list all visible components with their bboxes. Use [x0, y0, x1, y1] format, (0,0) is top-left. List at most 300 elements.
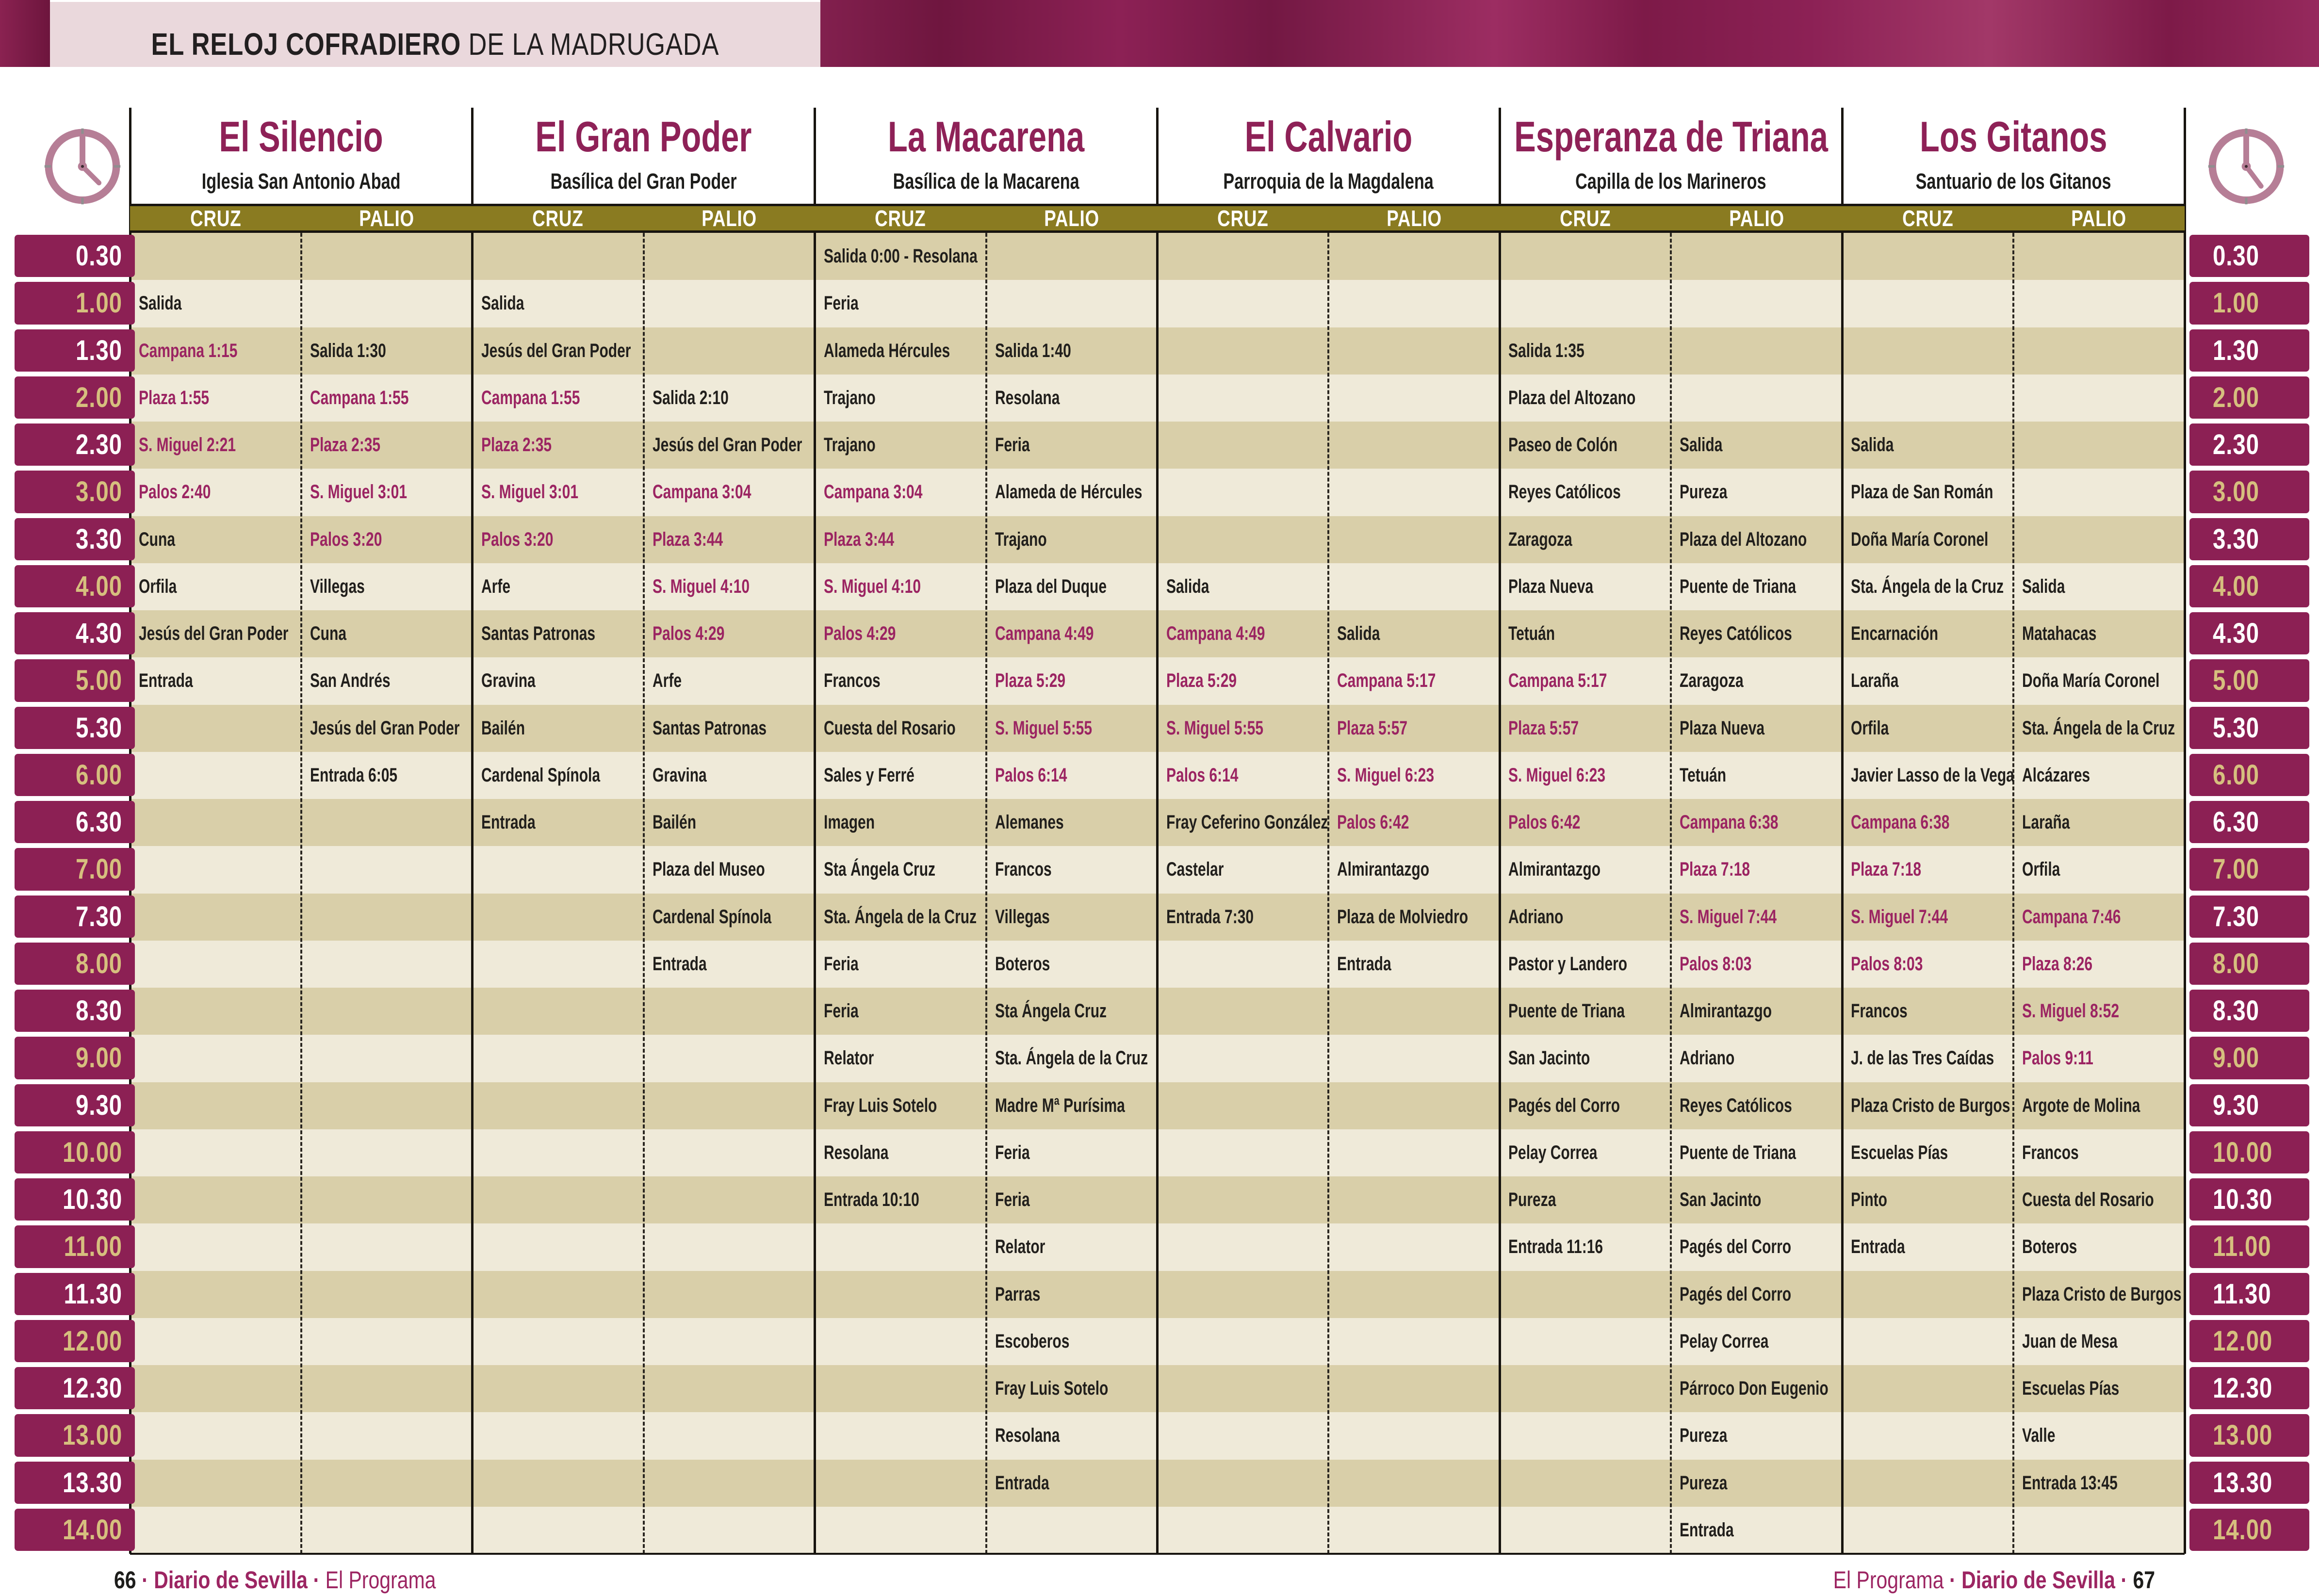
- schedule-entry: S. Miguel 6:23: [1508, 764, 1606, 786]
- brotherhood-name: El Calvario: [1244, 113, 1413, 161]
- schedule-cell: [474, 799, 642, 846]
- time-text: 4.30: [2213, 618, 2259, 650]
- time-text: 5.00: [2213, 665, 2259, 697]
- schedule-cell: [1673, 894, 1840, 941]
- time-text: 7.30: [2213, 900, 2259, 932]
- schedule-entry: S. Miguel 4:10: [823, 575, 921, 597]
- schedule-cell: [303, 610, 471, 657]
- schedule-entry: Santas Patronas: [652, 717, 767, 739]
- schedule-cell: [988, 327, 1156, 375]
- schedule-entry: Sta. Ángela de la Cruz: [1851, 575, 2004, 597]
- schedule-cell: [132, 469, 299, 516]
- schedule-cell: [1502, 1035, 1669, 1082]
- schedule-entry: Plaza 3:44: [823, 528, 894, 550]
- subcolumn-label: CRUZ: [532, 206, 584, 231]
- time-label: [2189, 282, 2309, 324]
- schedule-cell: [1330, 941, 1498, 988]
- schedule-cell: [988, 1176, 1156, 1223]
- time-label: [15, 376, 135, 419]
- time-text: 0.30: [76, 240, 122, 272]
- schedule-entry: Pelay Correa: [1508, 1141, 1598, 1163]
- schedule-entry: Jesús del Gran Poder: [310, 717, 460, 739]
- schedule-cell: [646, 941, 813, 988]
- schedule-cell: [2015, 799, 2183, 846]
- schedule-entry: Cardenal Spínola: [481, 764, 600, 786]
- schedule-entry: Boteros: [2022, 1236, 2077, 1258]
- schedule-entry: S. Miguel 7:44: [1851, 906, 1948, 928]
- schedule-cell: [1673, 563, 1840, 610]
- schedule-cell: [1844, 988, 2011, 1035]
- schedule-cell: [132, 563, 299, 610]
- subcolumn-header: [1671, 206, 1842, 230]
- time-text: 1.30: [2213, 334, 2259, 366]
- schedule-cell: [2015, 1318, 2183, 1365]
- schedule-cell: [1330, 610, 1498, 657]
- schedule-entry: Salida: [1337, 623, 1380, 645]
- cruz-palio-divider: [300, 204, 302, 1554]
- time-label: [2189, 848, 2309, 890]
- schedule-entry: Alameda Hércules: [823, 340, 950, 361]
- schedule-cell: [1844, 657, 2011, 704]
- schedule-entry: Francos: [1851, 1000, 1908, 1022]
- clock-icon: [41, 125, 124, 208]
- schedule-cell: [1330, 846, 1498, 893]
- schedule-entry: Puente de Triana: [1508, 1000, 1625, 1022]
- schedule-cell: [817, 705, 984, 752]
- church-name: Basílica de la Macarena: [893, 169, 1079, 194]
- schedule-entry: Almirantazgo: [1337, 859, 1430, 880]
- schedule-entry: Plaza del Altozano: [1508, 387, 1636, 408]
- schedule-entry: S. Miguel 8:52: [2022, 1000, 2120, 1022]
- schedule-entry: Sales y Ferré: [823, 764, 915, 786]
- schedule-entry: Palos 6:14: [1166, 764, 1238, 786]
- schedule-cell: [474, 327, 642, 375]
- schedule-entry: Campana 3:04: [823, 481, 923, 503]
- subcolumn-label: PALIO: [1386, 206, 1442, 231]
- schedule-cell: [1160, 610, 1327, 657]
- schedule-cell: [132, 657, 299, 704]
- subcolumn-header: [1158, 206, 1329, 230]
- page-number: 66: [114, 1566, 136, 1594]
- schedule-cell: [474, 705, 642, 752]
- schedule-cell: [1844, 1129, 2011, 1176]
- schedule-cell: [2015, 1129, 2183, 1176]
- schedule-entry: Campana 1:15: [139, 340, 238, 361]
- separator-dot: ·: [1949, 1566, 1956, 1594]
- schedule-cell: [1673, 469, 1840, 516]
- schedule-entry: Feria: [995, 1141, 1030, 1163]
- program-name: El Programa: [325, 1566, 436, 1594]
- time-text: 11.30: [64, 1278, 122, 1310]
- column-divider: [471, 108, 474, 1554]
- time-label: [15, 754, 135, 796]
- time-text: 4.30: [76, 618, 122, 650]
- schedule-entry: Cardenal Spínola: [652, 906, 771, 928]
- schedule-cell: [817, 280, 984, 327]
- schedule-entry: Encarnación: [1851, 623, 1939, 645]
- schedule-entry: Laraña: [1851, 670, 1899, 692]
- column-header-2: [473, 113, 815, 200]
- schedule-entry: Matahacas: [2022, 623, 2097, 645]
- schedule-entry: Villegas: [995, 906, 1050, 928]
- schedule-entry: Fray Luis Sotelo: [995, 1378, 1108, 1400]
- schedule-entry: Entrada 11:16: [1508, 1236, 1603, 1258]
- schedule-entry: Entrada 13:45: [2022, 1472, 2118, 1494]
- schedule-cell: [1844, 610, 2011, 657]
- schedule-cell: [1160, 563, 1327, 610]
- schedule-cell: [1502, 1223, 1669, 1270]
- schedule-entry: Plaza 5:29: [995, 670, 1065, 692]
- schedule-cell: [1673, 1507, 1840, 1554]
- schedule-cell: [646, 657, 813, 704]
- time-label: [15, 1414, 135, 1456]
- schedule-entry: Arfe: [481, 575, 510, 597]
- subcolumn-header: [130, 206, 301, 230]
- schedule-cell: [988, 799, 1156, 846]
- schedule-entry: S. Miguel 4:10: [652, 575, 750, 597]
- brand-name: Diario de Sevilla: [1961, 1566, 2115, 1594]
- schedule-cell: [1502, 657, 1669, 704]
- schedule-entry: Plaza 1:55: [139, 387, 210, 408]
- time-label: [2189, 659, 2309, 701]
- schedule-cell: [646, 516, 813, 563]
- schedule-cell: [132, 610, 299, 657]
- time-text: 9.00: [2213, 1042, 2259, 1074]
- schedule-entry: Fray Ceferino González: [1166, 812, 1328, 833]
- schedule-entry: Campana 6:38: [1680, 812, 1779, 833]
- schedule-cell: [817, 657, 984, 704]
- schedule-cell: [2015, 705, 2183, 752]
- schedule-cell: [132, 516, 299, 563]
- subcolumn-label: PALIO: [359, 206, 415, 231]
- schedule-entry: Entrada 7:30: [1166, 906, 1254, 928]
- schedule-entry: Laraña: [2022, 812, 2070, 833]
- schedule-entry: Trajano: [823, 434, 876, 456]
- schedule-entry: Salida: [1166, 575, 1209, 597]
- schedule-cell: [132, 422, 299, 469]
- schedule-cell: [2015, 563, 2183, 610]
- schedule-entry: Villegas: [310, 575, 365, 597]
- schedule-entry: Plaza Nueva: [1680, 717, 1765, 739]
- schedule-cell: [2015, 846, 2183, 893]
- schedule-entry: Pelay Correa: [1680, 1330, 1769, 1352]
- schedule-cell: [303, 705, 471, 752]
- church-name: Parroquia de la Magdalena: [1223, 169, 1434, 194]
- time-label: [15, 329, 135, 372]
- subcolumn-label: CRUZ: [1902, 206, 1954, 231]
- schedule-cell: [1160, 799, 1327, 846]
- schedule-entry: Argote de Molina: [2022, 1094, 2140, 1116]
- time-text: 8.00: [76, 947, 122, 979]
- schedule-entry: Cuesta del Rosario: [2022, 1189, 2154, 1211]
- schedule-entry: Salida: [481, 293, 524, 314]
- time-text: 10.30: [62, 1184, 122, 1216]
- schedule-entry: Paseo de Colón: [1508, 434, 1618, 456]
- schedule-cell: [988, 1035, 1156, 1082]
- subcolumn-label: CRUZ: [875, 206, 926, 231]
- time-label: [15, 282, 135, 324]
- schedule-entry: Valle: [2022, 1425, 2056, 1447]
- subcolumn-header: [815, 206, 986, 230]
- time-label: [2189, 1037, 2309, 1079]
- time-text: 5.00: [76, 665, 122, 697]
- schedule-entry: Salida 1:35: [1508, 340, 1585, 361]
- schedule-entry: Feria: [823, 293, 859, 314]
- schedule-entry: Zaragoza: [1680, 670, 1744, 692]
- schedule-cell: [1673, 1223, 1840, 1270]
- time-label: [2189, 471, 2309, 513]
- schedule-entry: Salida 2:10: [652, 387, 729, 408]
- schedule-cell: [1673, 799, 1840, 846]
- cruz-palio-divider: [1327, 204, 1329, 1554]
- schedule-cell: [1502, 375, 1669, 422]
- time-text: 1.00: [76, 287, 122, 319]
- schedule-cell: [1673, 1271, 1840, 1318]
- schedule-cell: [988, 1129, 1156, 1176]
- schedule-entry: S. Miguel 3:01: [481, 481, 578, 503]
- time-label: [15, 707, 135, 749]
- church-name: Capilla de los Marineros: [1575, 169, 1766, 194]
- schedule-entry: Pureza: [1508, 1189, 1556, 1211]
- schedule-cell: [303, 563, 471, 610]
- schedule-cell: [2015, 894, 2183, 941]
- schedule-entry: Sta. Ángela de la Cruz: [2022, 717, 2175, 739]
- schedule-cell: [303, 752, 471, 799]
- church-name: Basílica del Gran Poder: [550, 169, 737, 194]
- schedule-cell: [474, 657, 642, 704]
- time-text: 8.00: [2213, 947, 2259, 979]
- time-label: [2189, 376, 2309, 419]
- time-text: 11.00: [2213, 1231, 2271, 1263]
- schedule-cell: [817, 894, 984, 941]
- schedule-cell: [474, 469, 642, 516]
- schedule-entry: Pagés del Corro: [1680, 1283, 1792, 1305]
- schedule-entry: Puente de Triana: [1680, 1141, 1796, 1163]
- schedule-cell: [817, 1176, 984, 1223]
- schedule-cell: [817, 846, 984, 893]
- schedule-entry: Francos: [823, 670, 881, 692]
- time-text: 7.00: [2213, 853, 2259, 885]
- schedule-cell: [646, 610, 813, 657]
- schedule-entry: Palos 6:42: [1508, 812, 1581, 833]
- time-label: [15, 1273, 135, 1315]
- schedule-entry: Campana 3:04: [652, 481, 751, 503]
- schedule-cell: [2015, 988, 2183, 1035]
- schedule-entry: Entrada: [1680, 1519, 1734, 1541]
- schedule-cell: [2015, 1082, 2183, 1129]
- schedule-entry: Feria: [995, 434, 1030, 456]
- schedule-entry: Fray Luis Sotelo: [823, 1094, 937, 1116]
- time-label: [15, 801, 135, 843]
- schedule-cell: [2015, 1412, 2183, 1459]
- schedule-cell: [1673, 752, 1840, 799]
- schedule-cell: [1673, 1176, 1840, 1223]
- schedule-cell: [817, 610, 984, 657]
- column-divider: [1841, 108, 1844, 1554]
- schedule-entry: Jesús del Gran Poder: [481, 340, 631, 361]
- schedule-cell: [1502, 516, 1669, 563]
- schedule-cell: [1673, 846, 1840, 893]
- time-label: [15, 848, 135, 890]
- time-label: [2189, 801, 2309, 843]
- time-text: 6.30: [76, 806, 122, 838]
- schedule-entry: Resolana: [995, 387, 1060, 408]
- column-header-1: [130, 113, 473, 200]
- schedule-cell: [817, 941, 984, 988]
- schedule-entry: Sta. Ángela de la Cruz: [995, 1047, 1148, 1069]
- subcolumn-label: CRUZ: [190, 206, 242, 231]
- subcolumn-header: [1328, 206, 1500, 230]
- schedule-entry: S. Miguel 7:44: [1680, 906, 1777, 928]
- time-label: [15, 612, 135, 654]
- subcolumn-label: PALIO: [1044, 206, 1099, 231]
- schedule-cell: [817, 1129, 984, 1176]
- time-label: [2189, 896, 2309, 938]
- schedule-entry: Plaza de San Román: [1851, 481, 1993, 503]
- schedule-cell: [303, 422, 471, 469]
- schedule-cell: [132, 327, 299, 375]
- schedule-entry: Salida: [1851, 434, 1894, 456]
- subcolumn-header: [2013, 206, 2185, 230]
- schedule-cell: [646, 469, 813, 516]
- schedule-cell: [1844, 422, 2011, 469]
- time-text: 13.00: [62, 1419, 122, 1451]
- time-text: 10.00: [2213, 1136, 2273, 1168]
- subcolumn-label: PALIO: [2071, 206, 2127, 231]
- schedule-entry: Orfila: [1851, 717, 1889, 739]
- schedule-entry: Entrada: [139, 670, 193, 692]
- cruz-palio-divider: [2012, 204, 2014, 1554]
- schedule-cell: [988, 563, 1156, 610]
- schedule-entry: Entrada: [1851, 1236, 1905, 1258]
- cruz-palio-divider: [1670, 204, 1672, 1554]
- schedule-cell: [817, 563, 984, 610]
- column-divider: [2184, 108, 2186, 1554]
- time-text: 6.00: [2213, 759, 2259, 791]
- time-text: 1.30: [76, 334, 122, 366]
- schedule-cell: [1160, 657, 1327, 704]
- schedule-cell: [1844, 1223, 2011, 1270]
- schedule-entry: Resolana: [823, 1141, 889, 1163]
- schedule-cell: [646, 705, 813, 752]
- time-text: 12.30: [62, 1372, 122, 1404]
- schedule-cell: [303, 516, 471, 563]
- schedule-entry: Cuna: [139, 528, 175, 550]
- schedule-cell: [1502, 1082, 1669, 1129]
- brotherhood-name: El Gran Poder: [535, 113, 752, 161]
- schedule-entry: Sta Ángela Cruz: [995, 1000, 1107, 1022]
- time-label: [2189, 1084, 2309, 1126]
- column-divider: [1156, 108, 1159, 1554]
- schedule-cell: [1673, 1412, 1840, 1459]
- separator-dot: ·: [313, 1566, 320, 1594]
- schedule-entry: Pagés del Corro: [1680, 1236, 1792, 1258]
- time-label: [15, 1509, 135, 1551]
- schedule-entry: S. Miguel 5:55: [1166, 717, 1263, 739]
- schedule-entry: J. de las Tres Caídas: [1851, 1047, 1994, 1069]
- time-text: 3.00: [76, 476, 122, 508]
- schedule-entry: Salida: [2022, 575, 2065, 597]
- time-label: [15, 565, 135, 607]
- schedule-entry: Campana 1:55: [310, 387, 409, 408]
- schedule-cell: [988, 705, 1156, 752]
- subcolumn-label: CRUZ: [1217, 206, 1269, 231]
- schedule-cell: [1844, 846, 2011, 893]
- schedule-cell: [1160, 846, 1327, 893]
- schedule-entry: Madre Mª Purísima: [995, 1094, 1125, 1116]
- schedule-cell: [1673, 705, 1840, 752]
- schedule-entry: Doña María Coronel: [2022, 670, 2160, 692]
- schedule-entry: Entrada 10:10: [823, 1189, 919, 1211]
- separator-dot: ·: [2121, 1566, 2127, 1594]
- schedule-cell: [1844, 1176, 2011, 1223]
- time-label: [15, 423, 135, 466]
- schedule-cell: [1330, 657, 1498, 704]
- schedule-cell: [988, 1318, 1156, 1365]
- schedule-entry: Castelar: [1166, 859, 1224, 880]
- schedule-cell: [988, 1365, 1156, 1412]
- cruz-palio-divider: [643, 204, 645, 1554]
- schedule-entry: Campana 5:17: [1508, 670, 1607, 692]
- time-text: 5.30: [76, 712, 122, 744]
- corner-square: [0, 0, 50, 67]
- schedule-entry: Orfila: [139, 575, 177, 597]
- schedule-entry: Cuna: [310, 623, 346, 645]
- schedule-cell: [1502, 1129, 1669, 1176]
- schedule-cell: [1502, 327, 1669, 375]
- footer-right: [1763, 1566, 2155, 1594]
- time-label: [15, 1320, 135, 1362]
- time-text: 12.30: [2213, 1372, 2273, 1404]
- schedule-entry: Párroco Don Eugenio: [1680, 1378, 1829, 1400]
- schedule-cell: [2015, 657, 2183, 704]
- separator-dot: ·: [142, 1566, 148, 1594]
- time-text: 2.30: [2213, 429, 2259, 461]
- church-name: Santuario de los Gitanos: [1915, 169, 2111, 194]
- time-label: [15, 235, 135, 277]
- schedule-entry: Feria: [823, 953, 859, 975]
- schedule-entry: Entrada: [652, 953, 707, 975]
- schedule-cell: [988, 1082, 1156, 1129]
- schedule-entry: Cuesta del Rosario: [823, 717, 956, 739]
- schedule-cell: [646, 752, 813, 799]
- schedule-entry: Campana 6:38: [1851, 812, 1950, 833]
- schedule-entry: Salida 1:30: [310, 340, 386, 361]
- schedule-cell: [1673, 941, 1840, 988]
- time-text: 3.00: [2213, 476, 2259, 508]
- schedule-entry: Salida 0:00 - Resolana: [823, 245, 978, 267]
- schedule-cell: [1844, 563, 2011, 610]
- schedule-cell: [988, 752, 1156, 799]
- time-text: 6.30: [2213, 806, 2259, 838]
- time-label: [2189, 1178, 2309, 1221]
- time-label: [2189, 565, 2309, 607]
- time-text: 2.00: [76, 381, 122, 413]
- schedule-cell: [474, 563, 642, 610]
- schedule-cell: [1502, 846, 1669, 893]
- schedule-entry: Entrada 6:05: [310, 764, 397, 786]
- schedule-entry: Almirantazgo: [1680, 1000, 1772, 1022]
- schedule-cell: [2015, 1460, 2183, 1507]
- schedule-cell: [1502, 610, 1669, 657]
- schedule-entry: Reyes Católicos: [1680, 623, 1793, 645]
- schedule-entry: Almirantazgo: [1508, 859, 1601, 880]
- schedule-cell: [817, 375, 984, 422]
- schedule-entry: Pagés del Corro: [1508, 1094, 1620, 1116]
- schedule-entry: Campana 4:49: [1166, 623, 1265, 645]
- time-label: [2189, 518, 2309, 560]
- schedule-cell: [988, 941, 1156, 988]
